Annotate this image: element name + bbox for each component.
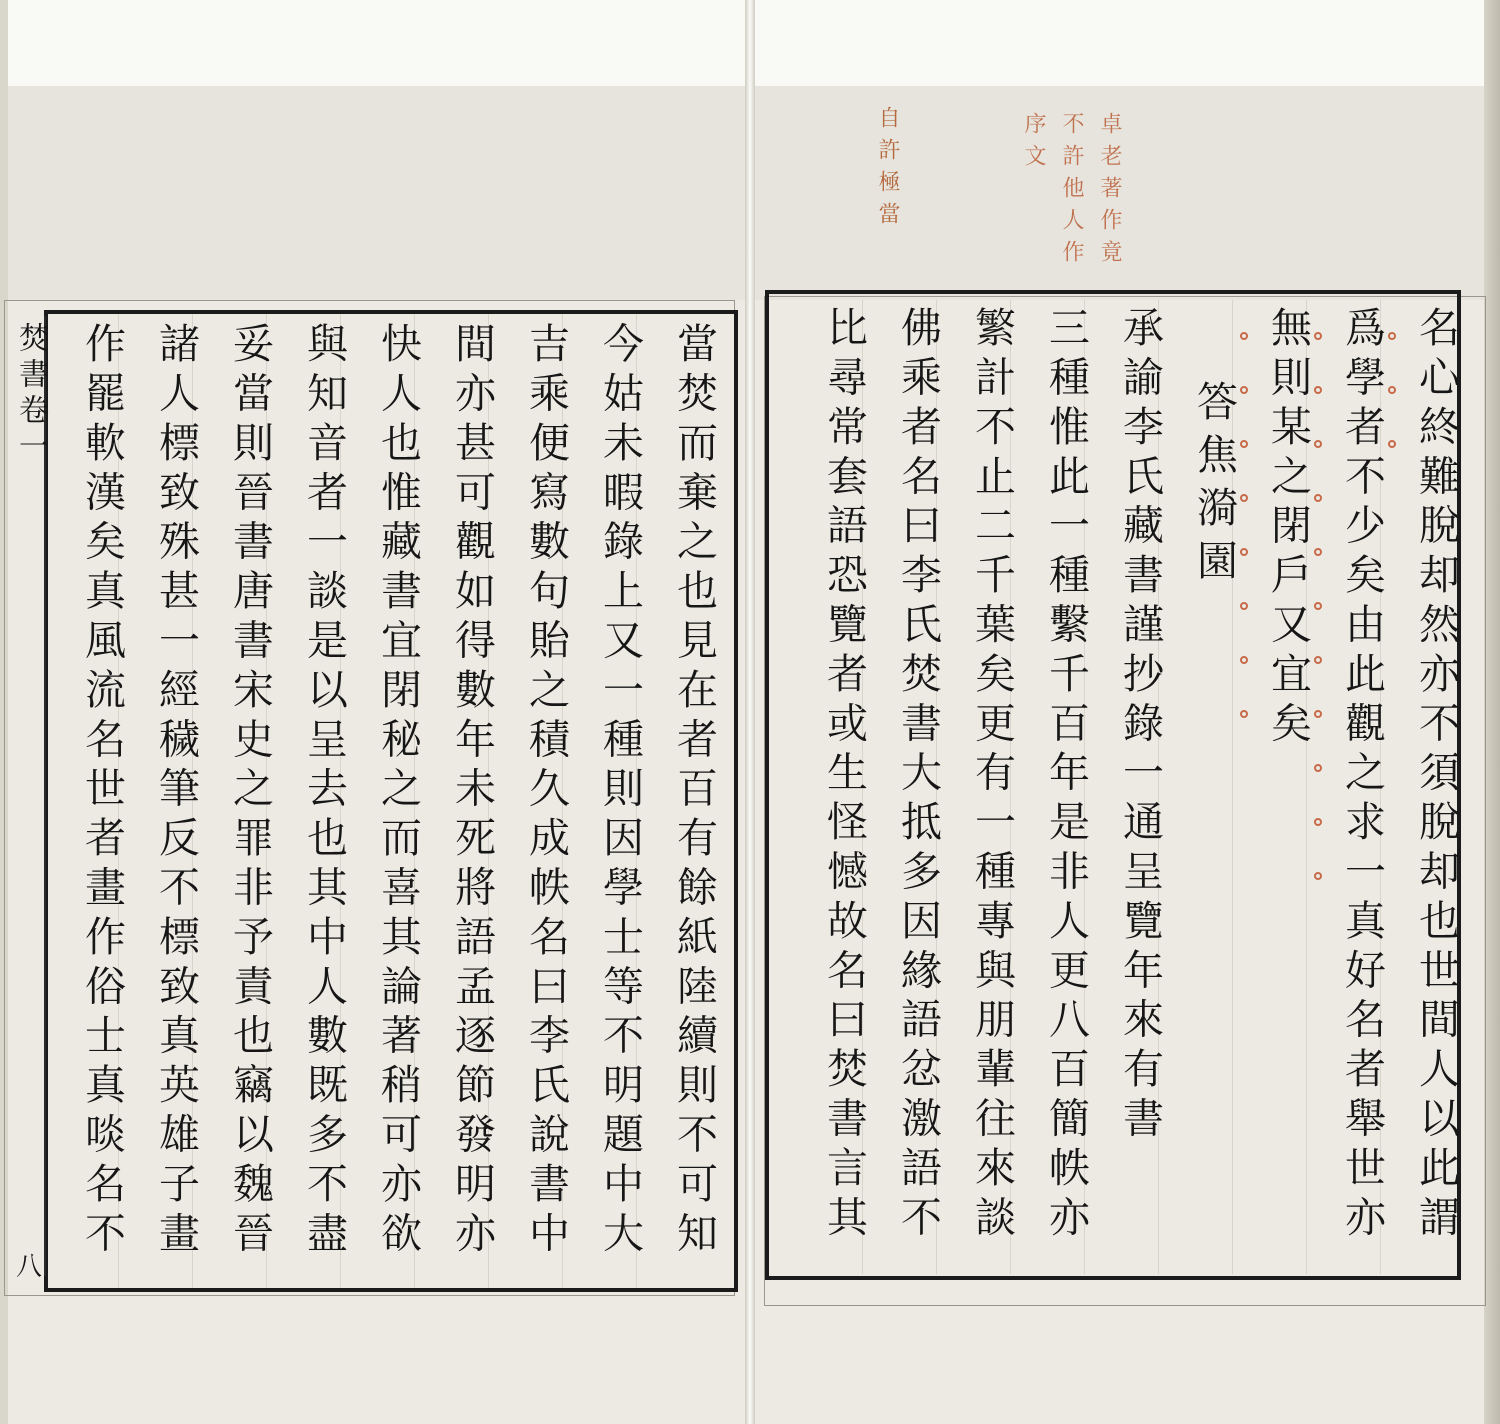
circle-mark bbox=[1314, 818, 1322, 826]
text-column: 妥當則晉書唐書宋史之罪非予責也竊以魏晉 bbox=[226, 322, 274, 1261]
circle-mark bbox=[1314, 386, 1322, 394]
circle-mark bbox=[1314, 656, 1322, 664]
margin-note: 卓老著作竟 bbox=[1097, 112, 1122, 272]
text-column: 承諭李氏藏書謹抄錄一通呈覽年來有書 bbox=[1116, 306, 1164, 1146]
emphasis-marks bbox=[1311, 306, 1325, 880]
text-column: 間亦甚可觀如得數年未死將語孟逐節發明亦 bbox=[448, 322, 496, 1261]
text-column: 吉乘便寫數句貽之積久成帙名曰李氏說書中 bbox=[522, 322, 570, 1261]
text-column: 與知音者一談是以呈去也其中人數既多不盡 bbox=[300, 322, 348, 1261]
circle-mark bbox=[1314, 548, 1322, 556]
text-column: 快人也惟藏書宜閉秘之而喜其論著稍可亦欲 bbox=[374, 322, 422, 1261]
page-top-margin bbox=[0, 0, 745, 86]
circle-mark bbox=[1314, 764, 1322, 772]
circle-mark bbox=[1240, 440, 1248, 448]
circle-mark bbox=[1240, 710, 1248, 718]
circle-mark bbox=[1314, 872, 1322, 880]
text-column: 爲學者不少矣由此觀之求一真好名者舉世亦 bbox=[1338, 306, 1386, 1245]
circle-mark bbox=[1240, 656, 1248, 664]
text-column: 當焚而棄之也見在者百有餘紙陸續則不可知 bbox=[670, 322, 718, 1261]
section-heading: 答焦漪園 bbox=[1190, 380, 1238, 592]
page-edge-right bbox=[1484, 0, 1500, 1424]
text-column: 三種惟此一種繫千百年是非人更八百簡帙亦 bbox=[1042, 306, 1090, 1245]
circle-mark bbox=[1388, 440, 1396, 448]
circle-mark bbox=[1240, 332, 1248, 340]
circle-mark bbox=[1240, 386, 1248, 394]
circle-mark bbox=[1240, 494, 1248, 502]
circle-mark bbox=[1314, 710, 1322, 718]
text-column: 繁計不止二千葉矣更有一種專與朋輩往來談 bbox=[968, 306, 1016, 1245]
circle-mark bbox=[1388, 386, 1396, 394]
text-column: 比尋常套語恐覽者或生怪憾故名曰焚書言其 bbox=[820, 306, 868, 1245]
text-column: 諸人標致殊甚一經穢筆反不標致真英雄子畫 bbox=[152, 322, 200, 1261]
text-column: 佛乘者名曰李氏焚書大抵多因緣語忿激語不 bbox=[894, 306, 942, 1245]
margin-note: 不許他人作 bbox=[1059, 112, 1084, 272]
margin-note: 自許極當 bbox=[875, 106, 900, 234]
circle-mark bbox=[1240, 548, 1248, 556]
running-title: 焚書卷一 bbox=[13, 322, 48, 466]
text-column: 名心終難脫却然亦不須脫却也世間人以此謂 bbox=[1412, 306, 1460, 1245]
circle-mark bbox=[1314, 494, 1322, 502]
emphasis-marks bbox=[1237, 306, 1251, 718]
text-column: 作罷軟漢矣真風流名世者畫作俗士真啖名不 bbox=[78, 322, 126, 1261]
circle-mark bbox=[1314, 602, 1322, 610]
circle-mark bbox=[1388, 332, 1396, 340]
emphasis-marks bbox=[1385, 306, 1399, 448]
circle-mark bbox=[1314, 332, 1322, 340]
book-gutter bbox=[745, 0, 755, 1424]
circle-mark bbox=[1240, 602, 1248, 610]
margin-note: 序文 bbox=[1021, 112, 1046, 176]
page-top-margin bbox=[755, 0, 1500, 86]
text-column: 無則某之閉戶又宜矣 bbox=[1264, 306, 1312, 751]
page-number: 八 bbox=[15, 1252, 42, 1282]
circle-mark bbox=[1314, 440, 1322, 448]
text-column: 今姑未暇錄上又一種則因學士等不明題中大 bbox=[596, 322, 644, 1261]
